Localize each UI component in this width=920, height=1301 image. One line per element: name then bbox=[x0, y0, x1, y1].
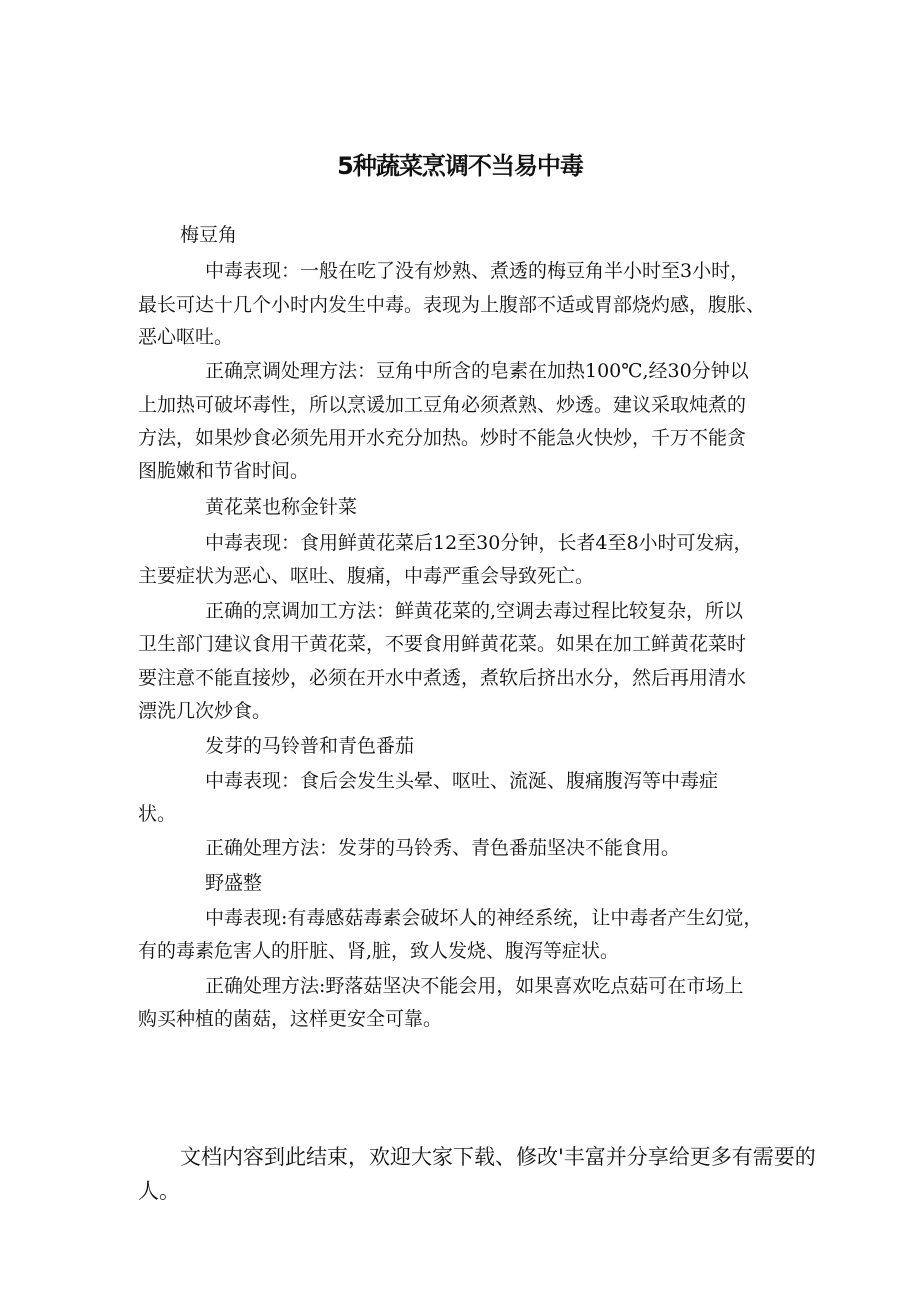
paragraph-line: 中毒表现：食后会发生头晕、呕吐、流涎、腹痛腹泻等中毒症 bbox=[205, 770, 719, 792]
paragraph-line: 中毒表现:有毒感菇毒素会破坏人的神经系统，让中毒者产生幻觉， bbox=[205, 907, 763, 929]
paragraph-line: 卫生部门建议食用干黄花菜，不要食用鲜黄花菜。如果在加工鲜黄花菜时 bbox=[138, 633, 747, 655]
paragraph-line: 图脆嫩和节省时间。 bbox=[138, 460, 310, 482]
paragraph-line: 正确的烹调加工方法：鲜黄花菜的,空调去毒过程比较复杂，所以 bbox=[205, 600, 744, 622]
paragraph-line: 上加热可破坏毒性，所以烹谖加工豆角必须煮熟、炒透。建议采取炖煮的 bbox=[138, 394, 747, 416]
paragraph-line: 恶心呕吐。 bbox=[138, 326, 234, 348]
paragraph-line: 中毒表现：一般在吃了没有炒熟、煮透的梅豆角半小时至3小时， bbox=[205, 260, 750, 282]
footer-note: 文档内容到此结束，欢迎大家下载、修改'丰富并分享给更多有需要的 bbox=[180, 1145, 816, 1169]
paragraph-line: 漂洗几次炒食。 bbox=[138, 700, 272, 722]
paragraph-line: 最长可达十几个小时内发生中毒。表现为上腹部不适或胃部烧灼感，腹胀、 bbox=[138, 294, 766, 316]
paragraph-line: 正确处理方法：发芽的马铃秀、青色番茄坚决不能食用。 bbox=[205, 837, 681, 859]
paragraph-line: 正确处理方法:野落菇坚决不能会用，如果喜欢吃点菇可在市场上 bbox=[205, 975, 744, 997]
paragraph-line: 主要症状为恶心、呕吐、腹痛，中毒严重会导致死亡。 bbox=[138, 565, 595, 587]
section-heading-huanghuacai: 黄花菜也称金针菜 bbox=[205, 496, 358, 518]
paragraph-line: 中毒表现：食用鲜黄花菜后12至30分钟，长者4至8小时可发病， bbox=[205, 532, 753, 554]
section-heading-malingshu: 发芽的马铃普和青色番茄 bbox=[205, 735, 415, 757]
paragraph-line: 要注意不能直接炒，必须在开水中煮透，煮软后挤出水分，然后再用清水 bbox=[138, 667, 747, 689]
footer-note-end: 人。 bbox=[138, 1179, 180, 1203]
page-title: 5种蔬菜烹调不当易中毒 bbox=[337, 152, 583, 180]
paragraph-line: 正确烹调处理方法：豆角中所含的皂素在加热100℃,经30分钟以 bbox=[205, 360, 749, 382]
paragraph-line: 有的毒素危害人的肝脏、肾,脏，致人发烧、腹泻等症状。 bbox=[138, 940, 620, 962]
paragraph-line: 方法，如果炒食必须先用开水充分加热。炒时不能急火快炒，千万不能贪 bbox=[138, 427, 747, 449]
section-heading-yemogu: 野盛整 bbox=[205, 872, 263, 894]
paragraph-line: 状。 bbox=[138, 803, 177, 825]
paragraph-line: 购买种植的菌菇，这样更安全可靠。 bbox=[138, 1008, 443, 1030]
section-heading-meidoujiao: 梅豆角 bbox=[180, 224, 238, 246]
